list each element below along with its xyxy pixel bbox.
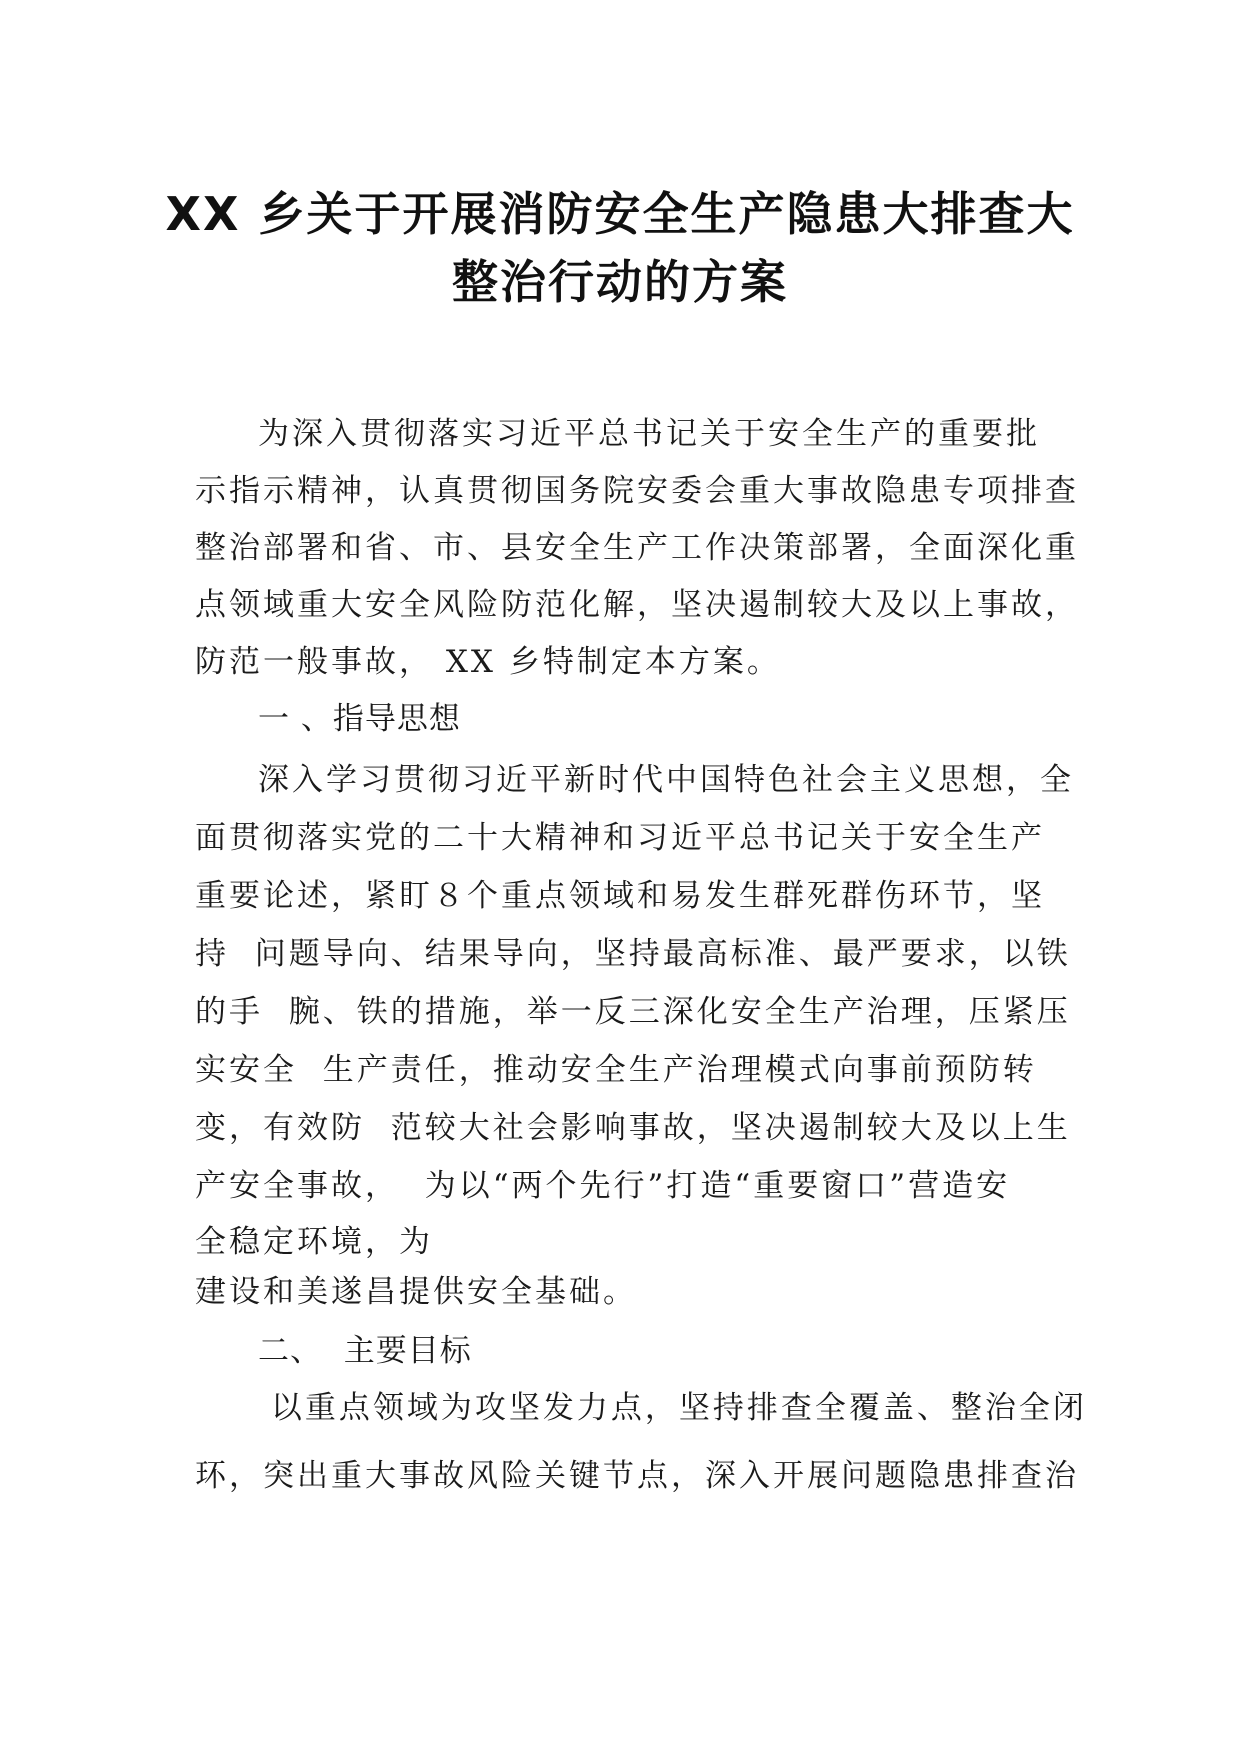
section-1-line-3: 重要论述，紧盯８个重点领域和易发生群死群伤环节，坚 [195,878,1045,914]
intro-line-1: 为深入贯彻落实习近平总书记关于安全生产的重要批 [258,416,1040,452]
intro-line-2: 示指示精神，认真贯彻国务院安委会重大事故隐患专项排查 [195,473,1079,509]
intro-line-3: 整治部署和省、市、县安全生产工作决策部署，全面深化重 [195,530,1079,566]
section-1-heading: 一 、指导思想 [258,701,461,737]
section-1-line-7: 变，有效防 范较大社会影响事故，坚决遏制较大及以上生 [195,1110,1071,1146]
section-1-line-1: 深入学习贯彻习近平新时代中国特色社会主义思想，全 [258,762,1074,798]
intro-line-4: 点领域重大安全风险防范化解，坚决遏制较大及以上事故， [195,587,1079,623]
intro-line-5: 防范一般事故， XX 乡特制定本方案。 [195,644,781,680]
section-1-line-6: 实安全 生产责任，推动安全生产治理模式向事前预防转 [195,1052,1037,1088]
section-2-line-2: 环，突出重大事故风险关键节点，深入开展问题隐患排查治 [195,1458,1079,1494]
section-1-line-5: 的手 腕、铁的措施，举一反三深化安全生产治理，压紧压 [195,994,1071,1030]
section-1-line-8: 产安全事故， 为以“两个先行”打造“重要窗口”营造安 [195,1168,1011,1204]
section-2-line-1: 以重点领域为攻坚发力点，坚持排查全覆盖、整治全闭 [258,1390,1087,1426]
section-2-heading: 二、 主要目标 [258,1333,472,1369]
section-1-line-2: 面贯彻落实党的二十大精神和习近平总书记关于安全生产 [195,820,1045,856]
section-1-line-9: 全稳定环境，为 [195,1224,433,1260]
document-title-line-1: XX 乡关于开展消防安全生产隐患大排查大 [165,187,1075,241]
section-1-line-10: 建设和美遂昌提供安全基础。 [195,1274,637,1310]
section-1-line-4: 持 问题导向、结果导向，坚持最高标准、最严要求，以铁 [195,936,1071,972]
document-title-line-2: 整治行动的方案 [452,255,788,309]
